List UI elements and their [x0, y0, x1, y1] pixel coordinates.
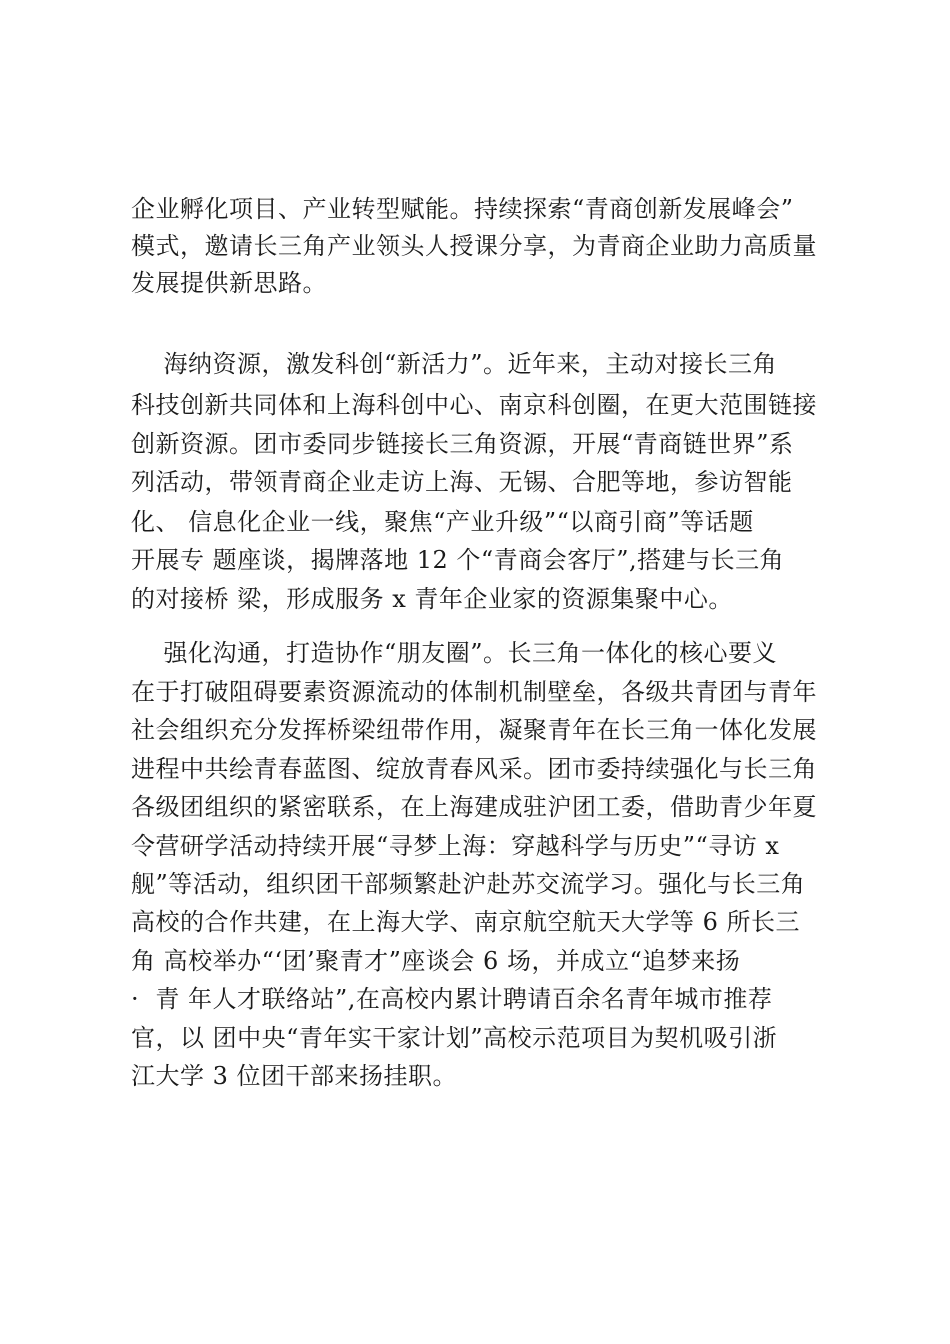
paragraph-3-line-1: 强化沟通，打造协作“朋友圈”。长三角一体化的核心要义 — [131, 639, 778, 667]
paragraph-3-line-5: 各级团组织的紧密联系，在上海建成驻沪团工委，借助青少年夏 — [131, 793, 817, 821]
paragraph-3-line-4: 进程中共绘青春蓝图、绽放青春风采。团市委持续强化与长三角 — [131, 755, 817, 783]
paragraph-1-line-2: 模式，邀请长三角产业领头人授课分享，为青商企业助力高质量 — [131, 232, 817, 260]
paragraph-1-line-3: 发展提供新思路。 — [131, 269, 327, 297]
paragraph-2-line-4: 列活动，带领青商企业走访上海、无锡、合肥等地，参访智能 — [131, 468, 793, 496]
paragraph-2-line-3: 创新资源。团市委同步链接长三角资源，开展“青商链世界”系 — [131, 430, 794, 458]
paragraph-3-line-6: 令营研学活动持续开展“寻梦上海：穿越科学与历史”“寻访 x — [131, 832, 780, 860]
paragraph-1-line-1: 企业孵化项目、产业转型赋能。持续探索“青商创新发展峰会” — [131, 195, 794, 223]
paragraph-3-line-8: 高校的合作共建，在上海大学、南京航空航天大学等 6 所长三 — [131, 908, 801, 936]
paragraph-2-line-1: 海纳资源，激发科创“新活力”。近年来，主动对接长三角 — [131, 350, 778, 378]
paragraph-2-line-6: 开展专 题座谈，揭牌落地 12 个“青商会客厅”,搭建与长三角 — [131, 546, 785, 574]
paragraph-3-line-9: 角 高校举办“‘团’聚青才”座谈会 6 场，并成立“追梦来扬 — [131, 947, 741, 975]
paragraph-2-line-7: 的对接桥 梁，形成服务 x 青年企业家的资源集聚中心。 — [131, 585, 733, 613]
paragraph-3-line-2: 在于打破阻碍要素资源流动的体制机制壁垒，各级共青团与青年 — [131, 678, 817, 706]
paragraph-2-line-5: 化、 信息化企业一线，聚焦“产业升级”“以商引商”等话题 — [131, 508, 754, 536]
paragraph-2-line-2: 科技创新共同体和上海科创中心、南京科创圈，在更大范围链接 — [131, 391, 817, 419]
paragraph-3-line-11: 官，以 团中央“青年实干家计划”高校示范项目为契机吸引浙 — [131, 1024, 778, 1052]
paragraph-3-line-3: 社会组织充分发挥桥梁纽带作用，凝聚青年在长三角一体化发展 — [131, 716, 817, 744]
paragraph-3-line-12: 江大学 3 位团干部来扬挂职。 — [131, 1062, 458, 1090]
paragraph-3-line-7: 舰”等活动，组织团干部频繁赴沪赴苏交流学习。强化与长三角 — [131, 870, 806, 898]
paragraph-3-line-10: · 青 年人才联络站”,在高校内累计聘请百余名青年城市推荐 — [131, 985, 773, 1013]
